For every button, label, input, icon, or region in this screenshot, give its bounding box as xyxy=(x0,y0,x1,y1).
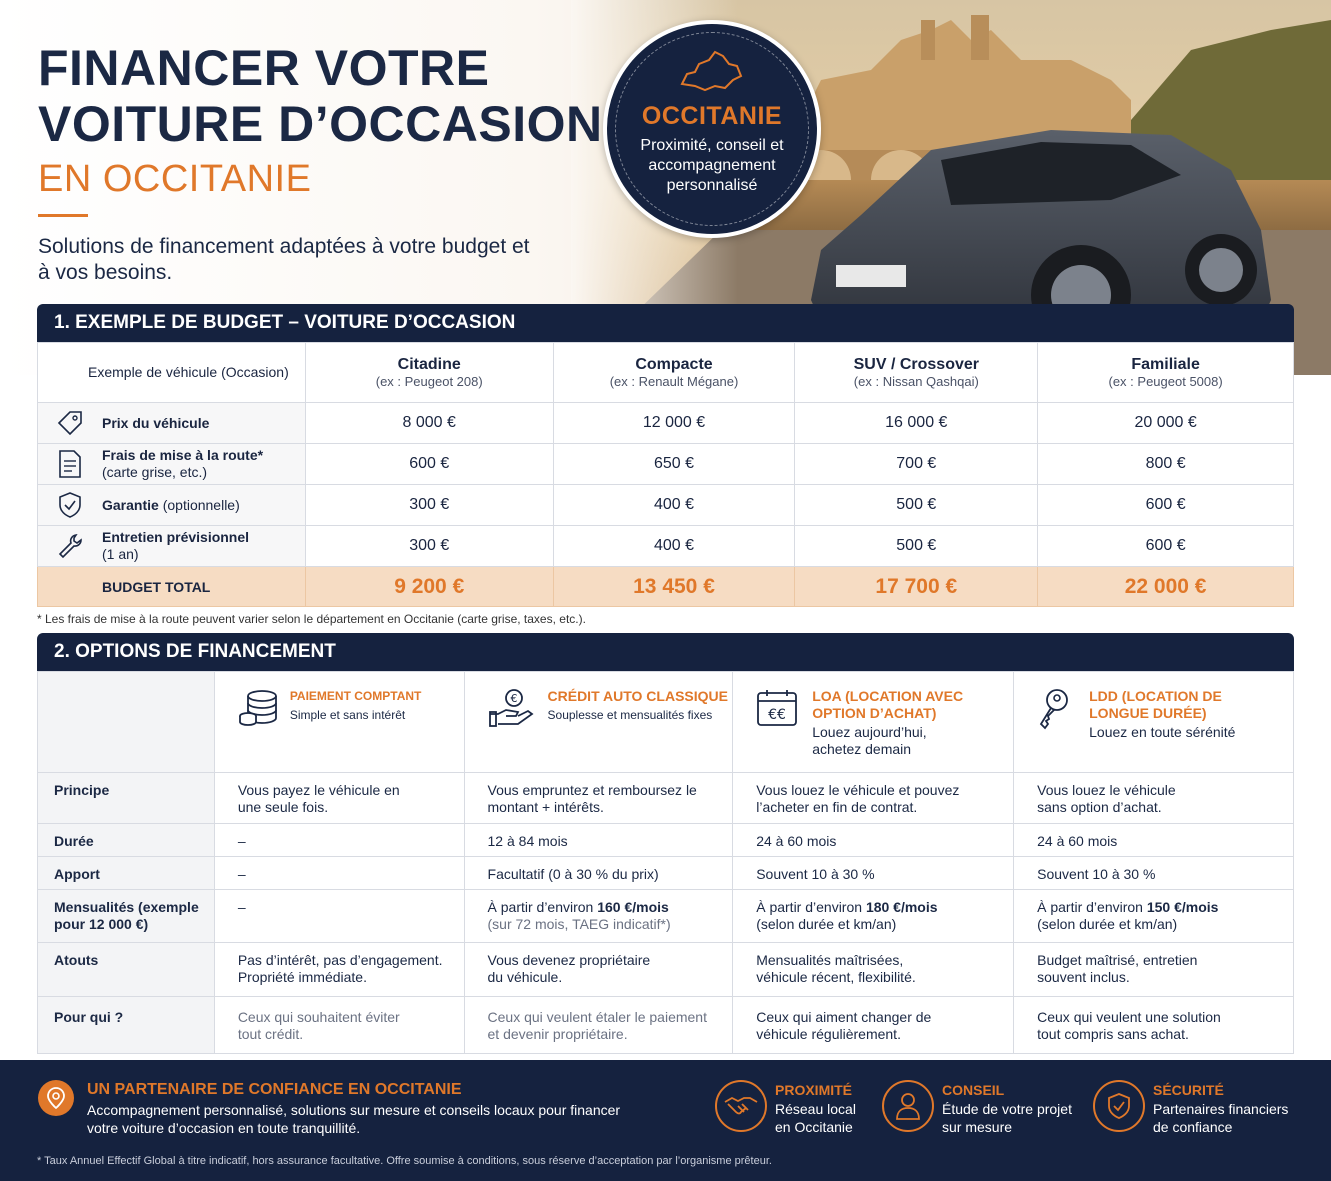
financing-header-row xyxy=(38,672,1294,773)
financing-row-label: Apport xyxy=(38,857,215,890)
financing-section-heading: 2. OPTIONS DE FINANCEMENT xyxy=(37,633,1294,671)
budget-row-warranty xyxy=(38,485,1294,526)
column-example: (ex : Peugeot 5008) xyxy=(1108,374,1223,389)
financing-header-empty xyxy=(38,672,215,773)
title-line-2: VOITURE D’OCCASION xyxy=(38,96,603,152)
budget-row-label: Prix du véhicule xyxy=(102,414,210,431)
badge-text: Proximité, conseil et accompagnement personnalisé xyxy=(640,137,784,194)
budget-row-maintenance xyxy=(38,526,1294,567)
financing-option-cash xyxy=(214,672,464,773)
calendar-euro-icon xyxy=(756,688,812,732)
column-example: (ex : Renault Mégane) xyxy=(609,374,739,389)
budget-total-row xyxy=(38,567,1294,607)
financing-cell-loa-monthly: À partir d’environ 180 €/mois (selon durée et km/an) xyxy=(733,890,1014,943)
budget-row-label: Frais de mise à la route* (carte grise, etc.) xyxy=(102,447,264,480)
financing-cell: Vous louez le véhicule et pouvez l’acheter en fin de contrat. xyxy=(733,773,1014,824)
financing-cell: Ceux qui veulent étaler le paiement et devenir propriétaire. xyxy=(464,997,733,1054)
title-line-3: EN OCCITANIE xyxy=(38,158,312,200)
financing-row-duration xyxy=(38,824,1294,857)
option-subtitle: Simple et sans intérêt xyxy=(289,708,406,722)
budget-cell: 500 € xyxy=(795,485,1038,526)
shield-icon xyxy=(50,491,90,519)
budget-cell: 8 000 € xyxy=(305,403,553,444)
budget-total-value: 17 700 € xyxy=(795,567,1038,607)
column-example: (ex : Nissan Qashqai) xyxy=(853,374,979,389)
budget-section-heading: 1. EXEMPLE DE BUDGET – VOITURE D’OCCASION xyxy=(37,304,1294,342)
option-title: LDD (LOCATION DE LONGUE DURÉE) xyxy=(1089,688,1222,721)
budget-cell: 12 000 € xyxy=(553,403,795,444)
financing-row-monthly xyxy=(38,890,1294,943)
footer-banner xyxy=(0,1060,1331,1181)
financing-cell-credit-monthly: À partir d’environ 160 €/mois (sur 72 mois, TAEG indicatif*) xyxy=(464,890,733,943)
financing-row-deposit xyxy=(38,857,1294,890)
footer-item-desc: Partenaires financiers de confiance xyxy=(1153,1101,1289,1135)
financing-cell: 24 à 60 mois xyxy=(1014,824,1294,857)
financing-option-ldd xyxy=(1014,672,1294,773)
budget-table xyxy=(37,342,1294,607)
financing-cell: Souvent 10 à 30 % xyxy=(733,857,1014,890)
financing-cell-ldd-monthly: À partir d’environ 150 €/mois (selon durée et km/an) xyxy=(1014,890,1294,943)
financing-cell: Vous payez le véhicule en une seule fois. xyxy=(214,773,464,824)
financing-cell: Ceux qui aiment changer de véhicule régulièrement. xyxy=(733,997,1014,1054)
document-icon xyxy=(50,449,90,479)
budget-total-value: 22 000 € xyxy=(1038,567,1294,607)
financing-cell: Vous empruntez et remboursez le montant + intérêts. xyxy=(464,773,733,824)
shield-check-icon xyxy=(1093,1080,1145,1132)
footer-item-title: CONSEIL xyxy=(942,1082,1005,1098)
budget-cell: 600 € xyxy=(1038,526,1294,567)
budget-total-value: 9 200 € xyxy=(305,567,553,607)
financing-row-label: Mensualités (exemple pour 12 000 €) xyxy=(38,890,215,943)
budget-cell: 700 € xyxy=(795,444,1038,485)
user-icon xyxy=(882,1080,934,1132)
budget-row-label: Garantie (optionnelle) xyxy=(102,496,240,513)
budget-cell: 600 € xyxy=(305,444,553,485)
title-line-1: FINANCER VOTRE xyxy=(38,40,490,96)
column-name: Compacte xyxy=(635,356,713,373)
financing-cell: – xyxy=(214,890,464,943)
budget-cell: 650 € xyxy=(553,444,795,485)
financing-cell: Vous louez le véhicule sans option d’achat. xyxy=(1014,773,1294,824)
budget-cell: 16 000 € xyxy=(795,403,1038,444)
financing-cell: Budget maîtrisé, entretien souvent inclus. xyxy=(1014,943,1294,997)
option-subtitle: Souplesse et mensualités fixes xyxy=(547,708,713,722)
budget-row-label: Entretien prévisionnel (1 an) xyxy=(102,529,250,562)
footer-item-title: PROXIMITÉ xyxy=(775,1082,853,1098)
handshake-icon xyxy=(715,1080,767,1132)
title-underline xyxy=(38,214,88,217)
footer-title: UN PARTENAIRE DE CONFIANCE EN OCCITANIE xyxy=(87,1081,462,1098)
footer-item-desc: Étude de votre projet sur mesure xyxy=(942,1101,1072,1135)
financing-table xyxy=(37,671,1294,1054)
budget-header-col xyxy=(1038,343,1294,403)
key-icon xyxy=(1037,688,1089,734)
option-title: PAIEMENT COMPTANT xyxy=(289,689,422,703)
occitanie-map-icon xyxy=(677,46,747,96)
footer-legal-note: * Taux Annuel Effectif Global à titre indicatif, hors assurance facultative. Offre soumise à conditions, sous réserve d’acceptation par l’organisme prêteur. xyxy=(37,1155,772,1167)
budget-header-vehicle: Exemple de véhicule (Occasion) xyxy=(38,343,306,403)
option-subtitle: Louez en toute sérénité xyxy=(1089,724,1236,740)
column-name: Citadine xyxy=(397,356,461,373)
page-title xyxy=(38,40,603,206)
budget-header-col xyxy=(553,343,795,403)
option-title: CRÉDIT AUTO CLASSIQUE xyxy=(547,688,728,704)
badge-title: OCCITANIE xyxy=(641,102,783,130)
financing-row-label: Principe xyxy=(38,773,215,824)
price-tag-icon xyxy=(50,409,90,437)
budget-cell: 600 € xyxy=(1038,485,1294,526)
budget-row-fees xyxy=(38,444,1294,485)
footer-item-title: SÉCURITÉ xyxy=(1153,1082,1224,1098)
financing-cell: Souvent 10 à 30 % xyxy=(1014,857,1294,890)
occitanie-badge xyxy=(603,20,821,238)
financing-cell: Pas d’intérêt, pas d’engagement. Propriété immédiate. xyxy=(214,943,464,997)
financing-row-label: Atouts xyxy=(38,943,215,997)
page-subtitle: Solutions de financement adaptées à votre budget et à vos besoins. xyxy=(38,235,530,284)
location-pin-icon xyxy=(38,1080,74,1116)
wrench-icon xyxy=(50,532,90,560)
financing-option-credit xyxy=(464,672,733,773)
financing-cell: Ceux qui veulent une solution tout compris sans achat. xyxy=(1014,997,1294,1054)
financing-cell: Mensualités maîtrisées, véhicule récent, flexibilité. xyxy=(733,943,1014,997)
financing-cell: – xyxy=(214,857,464,890)
budget-total-value: 13 450 € xyxy=(553,567,795,607)
svg-text:€: € xyxy=(510,692,518,705)
column-name: Familiale xyxy=(1131,356,1200,373)
budget-cell: 300 € xyxy=(305,526,553,567)
footer-text: Accompagnement personnalisé, solutions sur mesure et conseils locaux pour financer votre voiture d’occasion en toute tranquillité. xyxy=(87,1102,621,1136)
budget-cell: 500 € xyxy=(795,526,1038,567)
hand-euro-icon xyxy=(488,688,548,732)
financing-cell: 24 à 60 mois xyxy=(733,824,1014,857)
budget-cell: 300 € xyxy=(305,485,553,526)
financing-cell: Ceux qui souhaitent éviter tout crédit. xyxy=(214,997,464,1054)
budget-header-col xyxy=(305,343,553,403)
financing-cell: – xyxy=(214,824,464,857)
budget-total-label: BUDGET TOTAL xyxy=(38,567,306,607)
budget-row-price xyxy=(38,403,1294,444)
budget-cell: 800 € xyxy=(1038,444,1294,485)
financing-row-principle xyxy=(38,773,1294,824)
footer-item-desc: Réseau local en Occitanie xyxy=(775,1101,856,1135)
financing-row-label: Durée xyxy=(38,824,215,857)
financing-cell: Facultatif (0 à 30 % du prix) xyxy=(464,857,733,890)
financing-option-loa xyxy=(733,672,1014,773)
budget-cell: 20 000 € xyxy=(1038,403,1294,444)
budget-header-row xyxy=(38,343,1294,403)
budget-header-col xyxy=(795,343,1038,403)
column-example: (ex : Peugeot 208) xyxy=(375,374,483,389)
svg-text:€€: €€ xyxy=(768,707,787,723)
column-name: SUV / Crossover xyxy=(853,356,979,373)
option-subtitle: Louez aujourd’hui, achetez demain xyxy=(812,724,927,757)
financing-cell: 12 à 84 mois xyxy=(464,824,733,857)
budget-footnote: * Les frais de mise à la route peuvent varier selon le département en Occitanie (carte grise, taxes, etc.). xyxy=(37,612,586,626)
coins-icon xyxy=(238,688,290,732)
financing-row-target xyxy=(38,997,1294,1054)
financing-row-advantages xyxy=(38,943,1294,997)
option-title: LOA (LOCATION AVEC OPTION D’ACHAT) xyxy=(812,688,964,721)
budget-cell: 400 € xyxy=(553,526,795,567)
financing-row-label: Pour qui ? xyxy=(38,997,215,1054)
financing-cell: Vous devenez propriétaire du véhicule. xyxy=(464,943,733,997)
budget-cell: 400 € xyxy=(553,485,795,526)
